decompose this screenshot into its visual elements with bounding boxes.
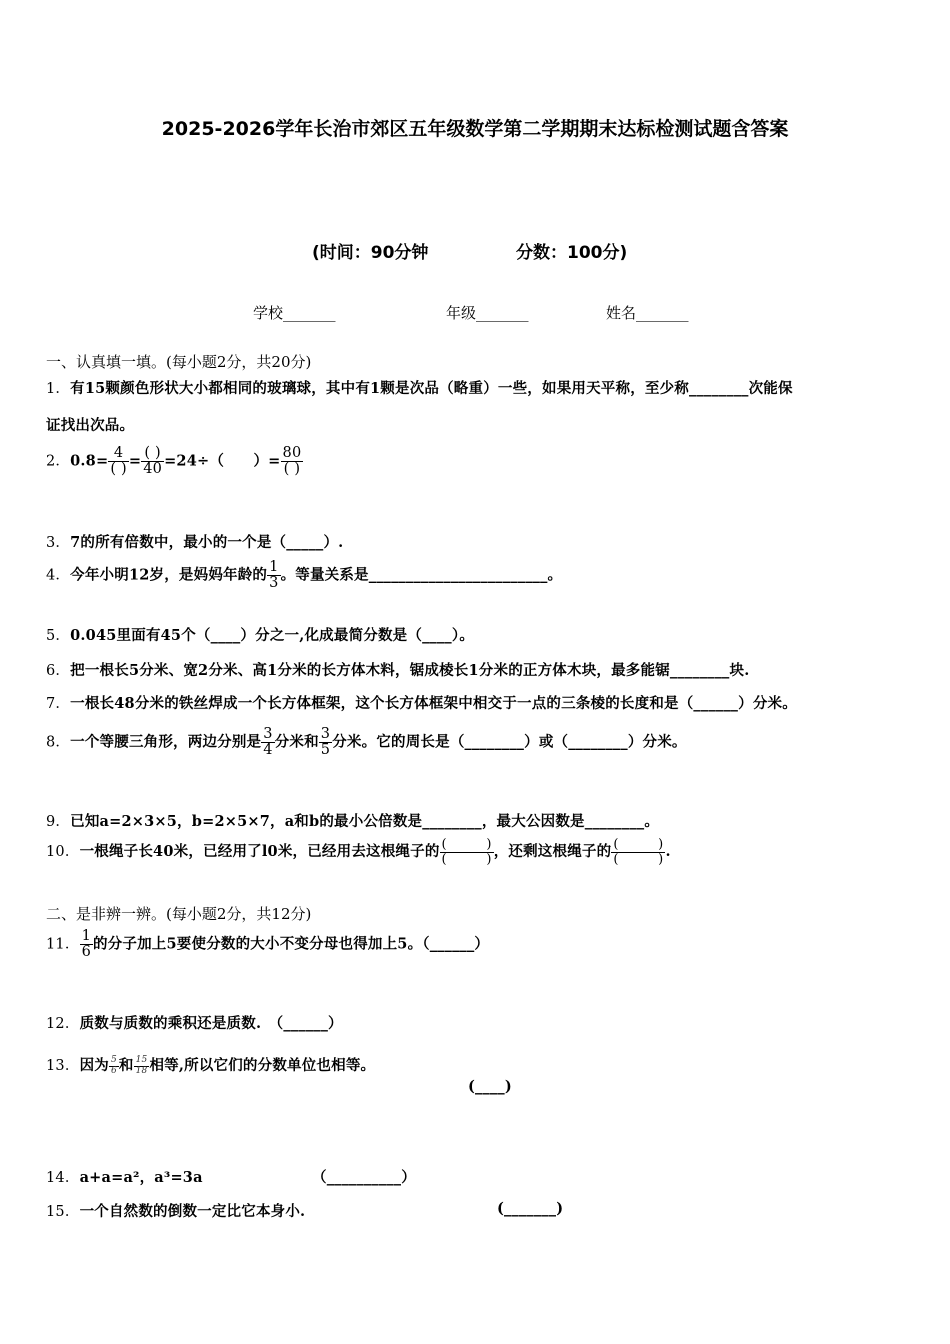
question-15-blank: (_______) bbox=[497, 1200, 564, 1217]
page-title: 2025-2026学年长治市郊区五年级数学第二学期期末达标检测试题含答案 bbox=[161, 118, 789, 140]
section1-heading: 一、认真填一填。(每小题2分，共20分) bbox=[46, 353, 312, 371]
question-1: 1．有15颗颜色形状大小都相同的玻璃球，其中有1颗是次品（略重）一些，如果用天平称，至少称________次能保 bbox=[46, 380, 793, 397]
question-6: 6．把一根长5分米、宽2分米、高1分米的长方体木料，锯成棱长1分米的正方体木块，最多能锯________块. bbox=[46, 662, 750, 679]
fraction: $\frac{( )}{( )}$ bbox=[613, 837, 664, 867]
question-7: 7．一根长48分米的铁丝焊成一个长方体框架，这个长方体框架中相交于一点的三条棱的长度和是（______）分米。 bbox=[46, 695, 797, 712]
fraction: $\frac{3}{5}$ bbox=[320, 726, 331, 759]
exam-score: 分数：100分) bbox=[516, 243, 628, 263]
question-2: 2．0.8= $\frac{4}{( )}$ = $\frac{( )}{40}$ =24÷（ ）= $\frac{80}{( )}$ bbox=[46, 445, 302, 478]
question-5: 5．0.045里面有45个（____）分之一,化成最简分数是（____）。 bbox=[46, 627, 475, 644]
section2-heading: 二、是非辨一辨。(每小题2分，共12分) bbox=[46, 905, 312, 923]
question-14-blank: （__________） bbox=[312, 1169, 416, 1186]
fraction: $\frac{( )}{40}$ bbox=[143, 445, 163, 478]
fraction: $\frac{1}{6}$ bbox=[81, 928, 91, 961]
question-11: 11． $\frac{1}{6}$ 的分子加上5要使分数的大小不变分母也得加上5。（______） bbox=[46, 928, 490, 961]
question-13: 13．因为 $\frac{5}{6}$ 和 $\frac{15}{18}$ 相等,所以它们的分数单位也相等。 bbox=[46, 1055, 376, 1076]
fraction: $\frac{1}{3}$ bbox=[269, 559, 279, 592]
question-1-cont: 证找出次品。 bbox=[46, 417, 135, 434]
question-4: 4．今年小明12岁，是妈妈年龄的 $\frac{1}{3}$ 。等量关系是________________________。 bbox=[46, 559, 563, 592]
fraction: $\frac{80}{( )}$ bbox=[282, 445, 302, 478]
grade-field: 年级_______ bbox=[446, 304, 529, 322]
question-3: 3．7的所有倍数中，最小的一个是（_____）. bbox=[46, 534, 344, 551]
fraction: $\frac{3}{4}$ bbox=[263, 726, 273, 759]
fraction: $\frac{( )}{( )}$ bbox=[441, 837, 492, 867]
question-9: 9．已知a=2×3×5，b=2×5×7，a和b的最小公倍数是________，最大公因数是________。 bbox=[46, 813, 660, 830]
question-13-blank: (____) bbox=[468, 1078, 512, 1095]
question-15: 15．一个自然数的倒数一定比它本身小. bbox=[46, 1203, 306, 1220]
question-12: 12．质数与质数的乘积还是质数. （______） bbox=[46, 1015, 343, 1032]
question-14: 14．a+a=a²，a³=3a bbox=[46, 1169, 203, 1186]
name-field: 姓名_______ bbox=[606, 304, 689, 322]
fraction: $\frac{15}{18}$ bbox=[135, 1055, 148, 1076]
fraction: $\frac{4}{( )}$ bbox=[110, 445, 127, 478]
exam-time: (时间：90分钟 bbox=[312, 243, 429, 263]
question-8: 8．一个等腰三角形，两边分别是 $\frac{3}{4}$ 分米和 $\frac{3}{5}$ 分米。它的周长是（________）或（________）分米。 bbox=[46, 726, 687, 759]
school-field: 学校_______ bbox=[253, 304, 336, 322]
question-10: 10．一根绳子长40米，已经用了l0米，已经用去这根绳子的 $\frac{( )}{( )}$ ，还剩这根绳子的 $\frac{( )}{( )}$ . bbox=[46, 837, 671, 867]
fraction: $\frac{5}{6}$ bbox=[110, 1055, 117, 1076]
